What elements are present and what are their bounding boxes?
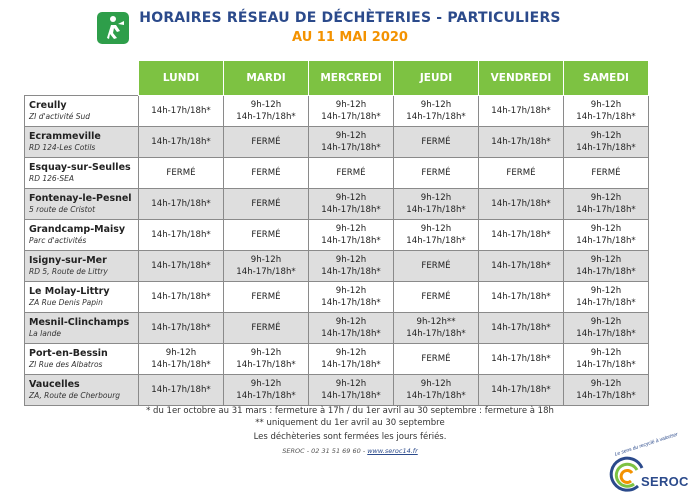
hours-line: 9h-12h bbox=[250, 348, 282, 358]
site-address: RD 5, Route de Littry bbox=[29, 267, 108, 276]
hours-line: 14h-17h/18h* bbox=[576, 112, 636, 122]
hours-cell bbox=[479, 344, 564, 375]
hours-line: FERMÉ bbox=[421, 292, 451, 302]
hours-line: 9h-12h bbox=[420, 379, 452, 389]
hours-cell bbox=[394, 313, 479, 344]
hours-line: 9h-12h bbox=[250, 100, 282, 110]
hours-cell bbox=[479, 375, 564, 406]
hours-cell bbox=[394, 282, 479, 313]
hours-line: 14h-17h/18h* bbox=[576, 236, 636, 246]
hours-cell bbox=[309, 282, 394, 313]
contact-line bbox=[0, 447, 700, 455]
table-row bbox=[25, 96, 649, 127]
hours-cell bbox=[394, 127, 479, 158]
hours-cell bbox=[224, 158, 309, 189]
hours-cell bbox=[309, 220, 394, 251]
hours-line: 14h-17h/18h* bbox=[491, 137, 551, 147]
hours-cell bbox=[224, 96, 309, 127]
hours-cell bbox=[139, 189, 224, 220]
hours-line: FERMÉ bbox=[421, 168, 451, 178]
hours-cell bbox=[309, 127, 394, 158]
hours-cell bbox=[394, 96, 479, 127]
hours-line: 14h-17h/18h* bbox=[151, 261, 211, 271]
hours-line: 14h-17h/18h* bbox=[321, 360, 381, 370]
hours-cell bbox=[309, 251, 394, 282]
hours-line: 9h-12h bbox=[590, 348, 622, 358]
hours-line: 14h-17h/18h* bbox=[491, 385, 551, 395]
hours-cell bbox=[564, 251, 649, 282]
column-header: SAMEDI bbox=[564, 61, 649, 96]
hours-cell bbox=[224, 251, 309, 282]
hours-cell bbox=[479, 158, 564, 189]
hours-line: 9h-12h bbox=[335, 348, 367, 358]
table-row bbox=[25, 375, 649, 406]
hours-line: 14h-17h/18h* bbox=[151, 137, 211, 147]
column-header: MERCREDI bbox=[309, 61, 394, 96]
hours-line: 14h-17h/18h* bbox=[236, 267, 296, 277]
hours-line: 14h-17h/18h* bbox=[491, 292, 551, 302]
hours-cell bbox=[479, 96, 564, 127]
hours-line: 14h-17h/18h* bbox=[151, 230, 211, 240]
hours-line: 9h-12h bbox=[590, 131, 622, 141]
table-header-row bbox=[25, 61, 649, 96]
site-cell bbox=[25, 375, 139, 406]
hours-line: FERMÉ bbox=[251, 230, 281, 240]
hours-line: 14h-17h/18h* bbox=[151, 292, 211, 302]
hours-line: 14h-17h/18h* bbox=[406, 236, 466, 246]
hours-line: 14h-17h/18h* bbox=[321, 143, 381, 153]
hours-line: 14h-17h/18h* bbox=[321, 205, 381, 215]
hours-line: FERMÉ bbox=[336, 168, 366, 178]
site-name: Vaucelles bbox=[29, 379, 80, 390]
hours-cell bbox=[139, 282, 224, 313]
hours-line: FERMÉ bbox=[251, 292, 281, 302]
hours-line: 14h-17h/18h* bbox=[406, 112, 466, 122]
site-cell bbox=[25, 344, 139, 375]
hours-line: 14h-17h/18h* bbox=[491, 261, 551, 271]
hours-cell bbox=[309, 344, 394, 375]
website-link[interactable]: www.seroc14.fr bbox=[367, 447, 418, 455]
site-address: La lande bbox=[29, 329, 61, 338]
hours-cell bbox=[309, 313, 394, 344]
site-cell bbox=[25, 282, 139, 313]
seroc-logo bbox=[608, 431, 694, 496]
hours-line: FERMÉ bbox=[251, 137, 281, 147]
hours-line: FERMÉ bbox=[251, 323, 281, 333]
hours-cell bbox=[479, 127, 564, 158]
hours-cell bbox=[224, 344, 309, 375]
hours-line: 9h-12h bbox=[335, 100, 367, 110]
hours-cell bbox=[309, 96, 394, 127]
site-name: Fontenay-le-Pesnel bbox=[29, 193, 132, 204]
seroc-tagline: Le sens du recyclé à valoriser bbox=[614, 431, 679, 458]
hours-line: 9h-12h bbox=[590, 379, 622, 389]
site-address: ZI Rue des Albatros bbox=[29, 360, 103, 369]
site-name: Creully bbox=[29, 100, 67, 111]
hours-line: 14h-17h/18h* bbox=[576, 329, 636, 339]
hours-line: FERMÉ bbox=[506, 168, 536, 178]
hours-cell bbox=[394, 375, 479, 406]
site-name: Port-en-Bessin bbox=[29, 348, 108, 359]
hours-line: 9h-12h bbox=[335, 193, 367, 203]
hours-line: 14h-17h/18h* bbox=[321, 112, 381, 122]
hours-cell bbox=[224, 313, 309, 344]
hours-line: 9h-12h bbox=[335, 131, 367, 141]
hours-line: 14h-17h/18h* bbox=[321, 391, 381, 401]
hours-line: 14h-17h/18h* bbox=[236, 360, 296, 370]
site-address: ZA Rue Denis Papin bbox=[29, 298, 103, 307]
hours-line: 9h-12h bbox=[590, 193, 622, 203]
hours-line: 9h-12h bbox=[250, 379, 282, 389]
hours-cell bbox=[479, 313, 564, 344]
site-cell bbox=[25, 96, 139, 127]
hours-line: 9h-12h** bbox=[416, 317, 456, 327]
hours-line: 14h-17h/18h* bbox=[151, 106, 211, 116]
hours-cell bbox=[139, 158, 224, 189]
seroc-name: SEROC bbox=[641, 474, 689, 489]
hours-cell bbox=[564, 189, 649, 220]
hours-cell bbox=[479, 189, 564, 220]
site-address: RD 126-SEA bbox=[29, 174, 75, 183]
hours-cell bbox=[224, 127, 309, 158]
hours-cell bbox=[394, 251, 479, 282]
site-cell bbox=[25, 158, 139, 189]
table-row bbox=[25, 127, 649, 158]
contact-phone: SEROC - 02 31 51 69 60 - bbox=[282, 447, 368, 455]
hours-line: 9h-12h bbox=[590, 255, 622, 265]
table-row bbox=[25, 313, 649, 344]
site-name: Grandcamp-Maisy bbox=[29, 224, 126, 235]
site-name: Isigny-sur-Mer bbox=[29, 255, 107, 266]
hours-line: 14h-17h/18h* bbox=[576, 391, 636, 401]
hours-line: 14h-17h/18h* bbox=[576, 143, 636, 153]
hours-cell bbox=[224, 189, 309, 220]
schedule-table bbox=[24, 60, 649, 406]
hours-cell bbox=[564, 313, 649, 344]
hours-cell bbox=[139, 127, 224, 158]
hours-cell bbox=[139, 96, 224, 127]
hours-cell bbox=[224, 220, 309, 251]
table-row bbox=[25, 251, 649, 282]
hours-line: 9h-12h bbox=[335, 379, 367, 389]
hours-line: 14h-17h/18h* bbox=[406, 205, 466, 215]
hours-cell bbox=[394, 344, 479, 375]
hours-line: 9h-12h bbox=[165, 348, 197, 358]
hours-line: FERMÉ bbox=[421, 137, 451, 147]
hours-line: 14h-17h/18h* bbox=[491, 354, 551, 364]
hours-line: 14h-17h/18h* bbox=[321, 298, 381, 308]
holiday-note: Les déchèteries sont fermées les jours fériés. bbox=[253, 432, 447, 442]
site-name: Mesnil-Clinchamps bbox=[29, 317, 130, 328]
hours-cell bbox=[564, 282, 649, 313]
footnote-single-star: * du 1er octobre au 31 mars : fermeture à 17h / du 1er avril au 30 septembre : fermeture à 18h bbox=[146, 406, 554, 416]
hours-cell bbox=[394, 220, 479, 251]
hours-line: 14h-17h/18h* bbox=[151, 199, 211, 209]
site-name: Ecrammeville bbox=[29, 131, 101, 142]
site-cell bbox=[25, 313, 139, 344]
hours-line: 14h-17h/18h* bbox=[151, 360, 211, 370]
hours-line: 9h-12h bbox=[420, 193, 452, 203]
hours-cell bbox=[309, 375, 394, 406]
hours-line: 9h-12h bbox=[335, 224, 367, 234]
site-address: RD 124-Les Cotils bbox=[29, 143, 96, 152]
hours-line: 9h-12h bbox=[335, 317, 367, 327]
hours-line: 9h-12h bbox=[335, 286, 367, 296]
hours-cell bbox=[564, 344, 649, 375]
hours-line: FERMÉ bbox=[166, 168, 196, 178]
page-subtitle: AU 11 MAI 2020 bbox=[292, 30, 408, 45]
column-header: JEUDI bbox=[394, 61, 479, 96]
hours-line: 9h-12h bbox=[590, 286, 622, 296]
hours-line: 14h-17h/18h* bbox=[406, 329, 466, 339]
hours-line: 9h-12h bbox=[250, 255, 282, 265]
hours-line: 14h-17h/18h* bbox=[576, 205, 636, 215]
site-cell bbox=[25, 127, 139, 158]
hours-line: 14h-17h/18h* bbox=[576, 298, 636, 308]
hours-line: 14h-17h/18h* bbox=[321, 236, 381, 246]
hours-line: FERMÉ bbox=[251, 199, 281, 209]
site-address: Parc d'activités bbox=[29, 236, 87, 245]
hours-cell bbox=[309, 158, 394, 189]
footnote-double-star: ** uniquement du 1er avril au 30 septembre bbox=[255, 418, 445, 428]
table-row bbox=[25, 282, 649, 313]
hours-line: 14h-17h/18h* bbox=[151, 323, 211, 333]
hours-line: 14h-17h/18h* bbox=[491, 106, 551, 116]
site-address: ZA, Route de Cherbourg bbox=[29, 391, 121, 400]
hours-line: FERMÉ bbox=[251, 168, 281, 178]
site-cell bbox=[25, 220, 139, 251]
hours-line: 14h-17h/18h* bbox=[576, 360, 636, 370]
hours-cell bbox=[139, 344, 224, 375]
hours-cell bbox=[139, 313, 224, 344]
column-header: MARDI bbox=[224, 61, 309, 96]
hours-line: 14h-17h/18h* bbox=[236, 112, 296, 122]
hours-line: 14h-17h/18h* bbox=[491, 323, 551, 333]
hours-line: 14h-17h/18h* bbox=[406, 391, 466, 401]
table-row bbox=[25, 344, 649, 375]
column-header: LUNDI bbox=[139, 61, 224, 96]
hours-cell bbox=[564, 158, 649, 189]
hours-cell bbox=[394, 158, 479, 189]
hours-line: FERMÉ bbox=[421, 261, 451, 271]
hours-cell bbox=[139, 220, 224, 251]
hours-line: FERMÉ bbox=[591, 168, 621, 178]
table-row bbox=[25, 220, 649, 251]
hours-line: 14h-17h/18h* bbox=[576, 267, 636, 277]
hours-line: 14h-17h/18h* bbox=[321, 329, 381, 339]
hours-cell bbox=[564, 96, 649, 127]
page-title: HORAIRES RÉSEAU DE DÉCHÈTERIES - PARTICULIERS bbox=[139, 10, 561, 26]
table-corner bbox=[25, 61, 139, 96]
hours-line: 9h-12h bbox=[420, 100, 452, 110]
hours-cell bbox=[479, 251, 564, 282]
hours-line: FERMÉ bbox=[421, 354, 451, 364]
hours-line: 14h-17h/18h* bbox=[491, 199, 551, 209]
hours-line: 14h-17h/18h* bbox=[236, 391, 296, 401]
table-row bbox=[25, 158, 649, 189]
hours-line: 9h-12h bbox=[590, 317, 622, 327]
hours-cell bbox=[394, 189, 479, 220]
hours-cell bbox=[479, 220, 564, 251]
hours-line: 9h-12h bbox=[590, 100, 622, 110]
hours-cell bbox=[309, 189, 394, 220]
hours-cell bbox=[479, 282, 564, 313]
site-name: Le Molay-Littry bbox=[29, 286, 110, 297]
site-address: 5 route de Cristot bbox=[29, 205, 96, 214]
hours-cell bbox=[564, 220, 649, 251]
hours-line: 9h-12h bbox=[590, 224, 622, 234]
hours-cell bbox=[564, 127, 649, 158]
hours-cell bbox=[139, 251, 224, 282]
table-row bbox=[25, 189, 649, 220]
hours-cell bbox=[564, 375, 649, 406]
column-header: VENDREDI bbox=[479, 61, 564, 96]
hours-line: 9h-12h bbox=[420, 224, 452, 234]
hours-line: 14h-17h/18h* bbox=[491, 230, 551, 240]
hours-line: 14h-17h/18h* bbox=[321, 267, 381, 277]
hours-line: 9h-12h bbox=[335, 255, 367, 265]
site-address: ZI d'activité Sud bbox=[29, 112, 91, 121]
site-name: Esquay-sur-Seulles bbox=[29, 162, 131, 173]
hours-cell bbox=[224, 375, 309, 406]
site-cell bbox=[25, 189, 139, 220]
hours-cell bbox=[139, 375, 224, 406]
site-cell bbox=[25, 251, 139, 282]
hours-cell bbox=[224, 282, 309, 313]
hours-line: 14h-17h/18h* bbox=[151, 385, 211, 395]
